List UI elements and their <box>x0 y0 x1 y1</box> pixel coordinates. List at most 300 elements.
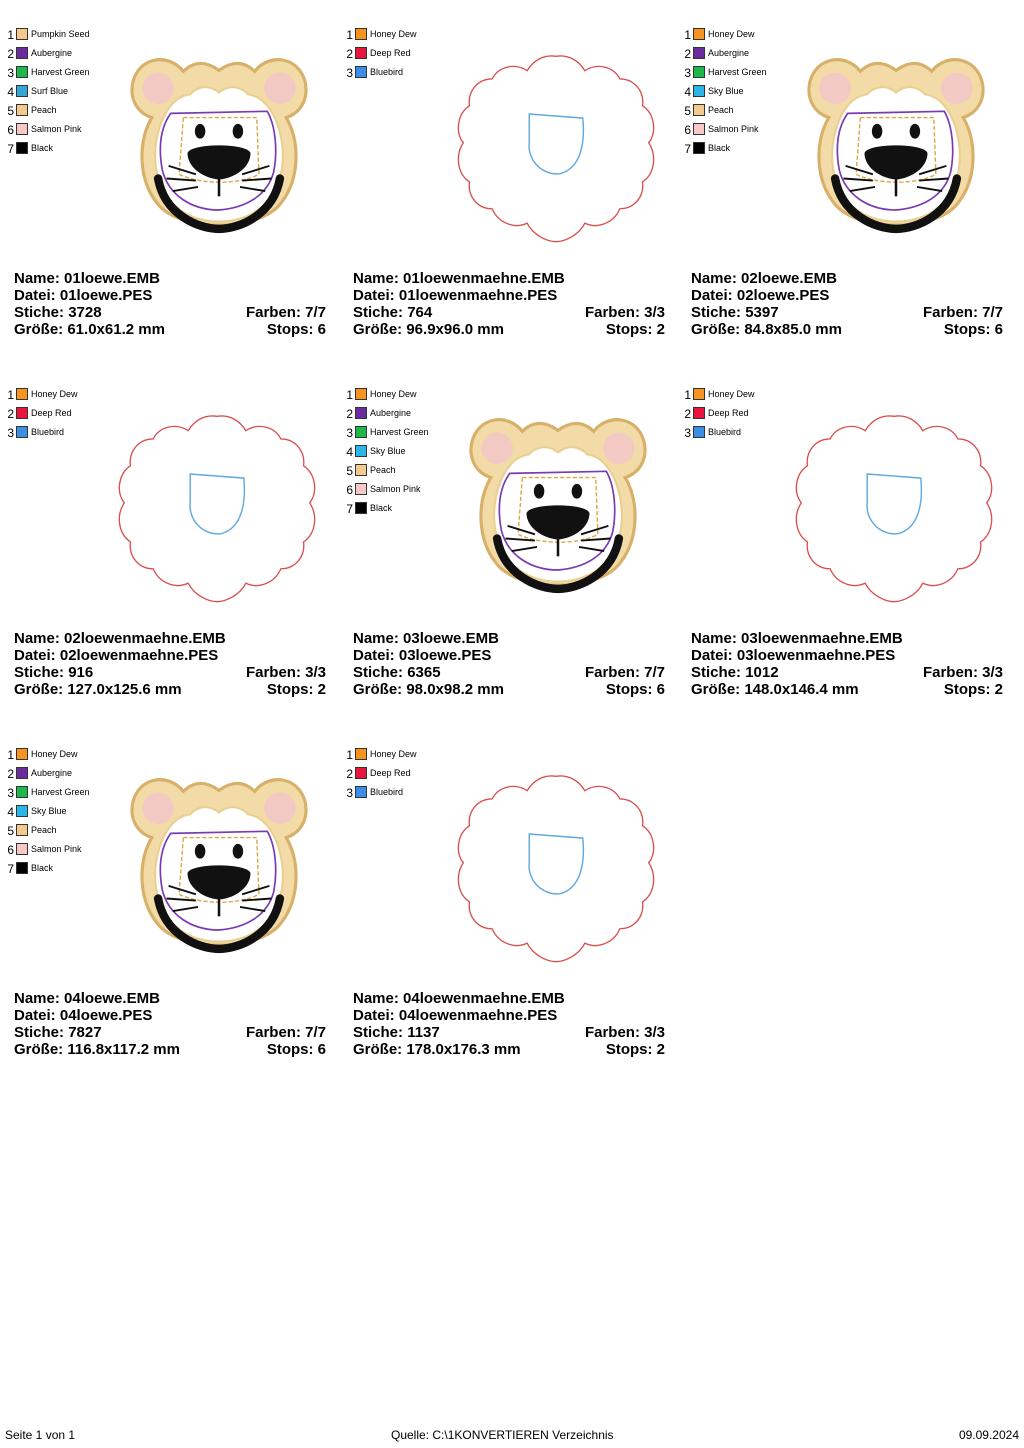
lion-mane-embroidery <box>453 766 659 972</box>
thread-swatch <box>355 786 367 798</box>
thread-name: Honey Dew <box>31 749 78 759</box>
thread-swatch <box>693 388 705 400</box>
thread-swatch <box>355 748 367 760</box>
thread-color-list <box>344 386 464 519</box>
thread-name: Bluebird <box>31 427 65 437</box>
design-name: 02loewenmaehne.EMB <box>64 630 226 647</box>
thread-number: 3 <box>346 786 353 800</box>
design-name: 03loewenmaehne.EMB <box>741 630 903 647</box>
design-name: 04loewe.EMB <box>64 990 160 1007</box>
right-eye <box>910 124 921 139</box>
stops-label: Stops: <box>605 1041 653 1058</box>
lion-mane-embroidery <box>453 46 659 252</box>
thread-color-row <box>5 746 125 765</box>
thread-number: 1 <box>346 748 353 762</box>
design-preview <box>791 42 1001 252</box>
thread-number: 7 <box>346 502 353 516</box>
thread-number: 3 <box>7 426 14 440</box>
thread-color-row <box>682 26 802 45</box>
thread-color-row <box>5 841 125 860</box>
thread-swatch <box>693 104 705 116</box>
size-label: Größe: <box>691 681 741 698</box>
design-info <box>353 270 665 338</box>
design-info <box>14 990 326 1058</box>
lion-mane-embroidery <box>791 406 997 612</box>
thread-color-list <box>5 746 125 879</box>
thread-color-list <box>344 746 464 803</box>
design-stops <box>606 321 665 338</box>
thread-color-row <box>5 424 125 443</box>
thread-color-row <box>344 746 464 765</box>
thread-swatch <box>693 47 705 59</box>
design-stitches-line <box>691 664 1003 681</box>
design-name-line <box>353 630 665 647</box>
thread-color-list <box>5 386 125 443</box>
design-name-line <box>14 270 326 287</box>
design-card <box>7 382 326 722</box>
thread-number: 4 <box>7 85 14 99</box>
right-ear-pink <box>941 72 973 104</box>
design-colors <box>923 664 1003 681</box>
thread-number: 4 <box>684 85 691 99</box>
design-stitches-line <box>353 304 665 321</box>
stops-value: 2 <box>656 1041 665 1058</box>
name-label: Name: <box>14 990 60 1007</box>
thread-color-row <box>344 64 464 83</box>
colors-label: Farben: <box>245 1024 301 1041</box>
design-file-line <box>353 647 665 664</box>
colors-value: 7/7 <box>982 304 1003 321</box>
design-preview <box>453 46 659 252</box>
right-eye <box>233 844 244 859</box>
thread-swatch <box>693 142 705 154</box>
design-file-line <box>353 1007 665 1024</box>
thread-swatch <box>355 426 367 438</box>
design-stitches-line <box>14 304 326 321</box>
name-label: Name: <box>691 270 737 287</box>
thread-name: Salmon Pink <box>31 124 82 134</box>
design-preview <box>453 402 663 612</box>
thread-number: 2 <box>7 47 14 61</box>
thread-number: 7 <box>7 142 14 156</box>
left-eye <box>195 124 206 139</box>
stops-value: 2 <box>994 681 1003 698</box>
thread-color-row <box>5 405 125 424</box>
file-label: Datei: <box>691 287 733 304</box>
thread-color-row <box>344 481 464 500</box>
thread-name: Honey Dew <box>370 749 417 759</box>
thread-number: 6 <box>7 123 14 137</box>
colors-value: 7/7 <box>644 664 665 681</box>
stitches-label: Stiche: <box>14 664 65 681</box>
thread-name: Salmon Pink <box>31 844 82 854</box>
design-size-line <box>353 321 665 338</box>
thread-name: Honey Dew <box>708 29 755 39</box>
thread-swatch <box>693 407 705 419</box>
thread-number: 1 <box>684 388 691 402</box>
design-card <box>346 22 665 362</box>
colors-value: 3/3 <box>644 304 665 321</box>
thread-color-row <box>5 64 125 83</box>
design-size-line <box>353 681 665 698</box>
design-card <box>684 382 1003 722</box>
thread-color-row <box>5 45 125 64</box>
design-file: 04loewe.PES <box>59 1007 153 1024</box>
design-file-line <box>353 287 665 304</box>
name-label: Name: <box>353 990 399 1007</box>
design-stitches: 1137 <box>407 1024 440 1041</box>
thread-swatch <box>355 407 367 419</box>
colors-label: Farben: <box>245 664 301 681</box>
thread-swatch <box>16 805 28 817</box>
design-info <box>691 270 1003 338</box>
thread-swatch <box>355 66 367 78</box>
thread-name: Sky Blue <box>370 446 406 456</box>
design-stitches-line <box>353 664 665 681</box>
thread-name: Peach <box>31 105 57 115</box>
stops-value: 2 <box>656 321 665 338</box>
thread-name: Black <box>370 503 393 513</box>
design-name-line <box>14 630 326 647</box>
colors-label: Farben: <box>922 664 978 681</box>
thread-number: 3 <box>346 66 353 80</box>
stops-label: Stops: <box>266 1041 314 1058</box>
design-size-line <box>691 321 1003 338</box>
thread-swatch <box>16 142 28 154</box>
thread-color-row <box>682 405 802 424</box>
file-label: Datei: <box>14 287 56 304</box>
size-label: Größe: <box>353 321 403 338</box>
file-label: Datei: <box>691 647 733 664</box>
thread-number: 2 <box>7 767 14 781</box>
thread-number: 1 <box>7 28 14 42</box>
thread-swatch <box>16 767 28 779</box>
thread-color-row <box>344 500 464 519</box>
thread-name: Peach <box>31 825 57 835</box>
size-label: Größe: <box>691 321 741 338</box>
name-label: Name: <box>691 630 737 647</box>
thread-swatch <box>16 123 28 135</box>
thread-number: 5 <box>7 824 14 838</box>
size-label: Größe: <box>14 1041 64 1058</box>
colors-value: 7/7 <box>305 1024 326 1041</box>
lion-mane-embroidery <box>114 406 320 612</box>
design-stitches: 7827 <box>68 1024 102 1041</box>
design-size-line <box>14 1041 326 1058</box>
thread-name: Aubergine <box>708 48 750 58</box>
colors-label: Farben: <box>245 304 301 321</box>
stops-label: Stops: <box>605 681 653 698</box>
thread-name: Bluebird <box>708 427 742 437</box>
file-label: Datei: <box>353 647 395 664</box>
stops-label: Stops: <box>605 321 653 338</box>
thread-color-list <box>344 26 464 83</box>
design-file: 02loewe.PES <box>736 287 830 304</box>
mane-outline-red <box>119 416 314 602</box>
thread-swatch <box>693 85 705 97</box>
design-stitches: 6365 <box>407 664 441 681</box>
design-info <box>14 270 326 338</box>
thread-name: Harvest Green <box>370 427 429 437</box>
thread-swatch <box>16 426 28 438</box>
thread-swatch <box>16 85 28 97</box>
design-colors <box>923 304 1003 321</box>
thread-number: 3 <box>346 426 353 440</box>
design-info <box>691 630 1003 698</box>
thread-color-row <box>682 45 802 64</box>
design-name-line <box>353 990 665 1007</box>
right-eye <box>233 124 244 139</box>
left-ear-pink <box>481 432 512 464</box>
design-size: 178.0x176.3 mm <box>406 1041 521 1058</box>
design-size: 96.9x96.0 mm <box>406 321 504 338</box>
thread-number: 4 <box>346 445 353 459</box>
design-stops <box>606 1041 665 1058</box>
thread-swatch <box>693 426 705 438</box>
thread-name: Deep Red <box>708 408 749 418</box>
thread-number: 7 <box>684 142 691 156</box>
design-name-line <box>691 630 1003 647</box>
design-colors <box>246 1024 326 1041</box>
design-size: 61.0x61.2 mm <box>67 321 165 338</box>
design-stitches: 916 <box>68 664 94 681</box>
stops-label: Stops: <box>943 681 991 698</box>
name-label: Name: <box>14 270 60 287</box>
thread-swatch <box>16 843 28 855</box>
thread-number: 3 <box>684 66 691 80</box>
thread-color-row <box>5 386 125 405</box>
thread-number: 1 <box>684 28 691 42</box>
thread-number: 1 <box>346 28 353 42</box>
design-stops <box>944 321 1003 338</box>
thread-swatch <box>16 824 28 836</box>
mane-outline-red <box>458 776 653 962</box>
design-size-line <box>14 321 326 338</box>
name-label: Name: <box>353 630 399 647</box>
thread-number: 4 <box>7 805 14 819</box>
thread-swatch <box>16 748 28 760</box>
design-name: 04loewenmaehne.EMB <box>403 990 565 1007</box>
colors-label: Farben: <box>922 304 978 321</box>
thread-swatch <box>355 464 367 476</box>
design-file: 01loewenmaehne.PES <box>398 287 558 304</box>
thread-color-row <box>5 822 125 841</box>
thread-number: 6 <box>7 843 14 857</box>
left-eye <box>195 844 206 859</box>
thread-number: 6 <box>684 123 691 137</box>
thread-number: 1 <box>7 388 14 402</box>
thread-name: Honey Dew <box>370 389 417 399</box>
thread-name: Pumpkin Seed <box>31 29 90 39</box>
design-file: 03loewe.PES <box>398 647 492 664</box>
thread-swatch <box>693 123 705 135</box>
thread-swatch <box>355 47 367 59</box>
design-info <box>353 630 665 698</box>
colors-label: Farben: <box>584 664 640 681</box>
thread-name: Black <box>708 143 731 153</box>
design-card <box>346 382 665 722</box>
thread-name: Harvest Green <box>31 787 90 797</box>
stitches-label: Stiche: <box>353 664 404 681</box>
thread-number: 2 <box>684 47 691 61</box>
design-size-line <box>353 1041 665 1058</box>
left-eye <box>872 124 883 139</box>
thread-color-row <box>5 121 125 140</box>
thread-color-row <box>5 102 125 121</box>
thread-color-row <box>5 140 125 159</box>
lion-face-embroidery <box>453 402 663 612</box>
thread-swatch <box>355 445 367 457</box>
design-colors <box>246 304 326 321</box>
thread-swatch <box>16 407 28 419</box>
thread-number: 3 <box>684 426 691 440</box>
thread-color-row <box>344 26 464 45</box>
stitches-label: Stiche: <box>14 304 65 321</box>
design-card <box>684 22 1003 362</box>
colors-value: 3/3 <box>644 1024 665 1041</box>
thread-swatch <box>16 47 28 59</box>
size-label: Größe: <box>353 681 403 698</box>
thread-number: 3 <box>7 66 14 80</box>
thread-number: 5 <box>7 104 14 118</box>
design-size: 127.0x125.6 mm <box>67 681 182 698</box>
thread-name: Deep Red <box>370 48 411 58</box>
mane-outline-red <box>796 416 991 602</box>
stops-label: Stops: <box>266 321 314 338</box>
stitches-label: Stiche: <box>353 304 404 321</box>
thread-name: Aubergine <box>31 48 73 58</box>
design-stitches: 764 <box>407 304 433 321</box>
size-label: Größe: <box>353 1041 403 1058</box>
thread-number: 2 <box>346 407 353 421</box>
thread-swatch <box>16 66 28 78</box>
size-label: Größe: <box>14 681 64 698</box>
design-stitches-line <box>691 304 1003 321</box>
thread-name: Peach <box>370 465 396 475</box>
thread-color-row <box>5 765 125 784</box>
design-name-line <box>353 270 665 287</box>
design-name: 01loewenmaehne.EMB <box>403 270 565 287</box>
stitches-label: Stiche: <box>14 1024 65 1041</box>
stitches-label: Stiche: <box>691 304 742 321</box>
design-file: 01loewe.PES <box>59 287 153 304</box>
left-ear-pink <box>142 792 174 824</box>
thread-swatch <box>16 786 28 798</box>
design-file-line <box>691 647 1003 664</box>
right-ear-pink <box>264 792 296 824</box>
thread-name: Harvest Green <box>31 67 90 77</box>
design-preview <box>453 766 659 972</box>
design-preview <box>114 762 324 972</box>
stops-label: Stops: <box>943 321 991 338</box>
thread-color-row <box>344 765 464 784</box>
thread-number: 1 <box>346 388 353 402</box>
design-stitches-line <box>353 1024 665 1041</box>
source-path: Quelle: C:\1KONVERTIEREN Verzeichnis <box>391 1428 614 1442</box>
design-file: 04loewenmaehne.PES <box>398 1007 558 1024</box>
colors-label: Farben: <box>584 1024 640 1041</box>
design-name-line <box>691 270 1003 287</box>
file-label: Datei: <box>14 1007 56 1024</box>
thread-color-row <box>5 83 125 102</box>
thread-color-row <box>344 443 464 462</box>
thread-number: 1 <box>7 748 14 762</box>
design-info <box>353 990 665 1058</box>
stops-value: 2 <box>317 681 326 698</box>
thread-color-row <box>682 102 802 121</box>
design-name: 01loewe.EMB <box>64 270 160 287</box>
design-colors <box>585 1024 665 1041</box>
design-stitches: 3728 <box>68 304 102 321</box>
print-date: 09.09.2024 <box>958 1428 1019 1442</box>
name-label: Name: <box>353 270 399 287</box>
thread-number: 2 <box>346 47 353 61</box>
thread-swatch <box>693 66 705 78</box>
thread-name: Deep Red <box>370 768 411 778</box>
thread-swatch <box>355 388 367 400</box>
thread-number: 5 <box>346 464 353 478</box>
design-card <box>346 742 665 1082</box>
design-stops <box>267 1041 326 1058</box>
design-preview <box>791 406 997 612</box>
design-size-line <box>14 681 326 698</box>
design-file-line <box>14 1007 326 1024</box>
left-ear-pink <box>819 72 851 104</box>
design-name: 03loewe.EMB <box>403 630 499 647</box>
thread-color-row <box>344 386 464 405</box>
thread-number: 2 <box>346 767 353 781</box>
thread-swatch <box>355 28 367 40</box>
design-size: 116.8x117.2 mm <box>67 1041 180 1058</box>
thread-name: Salmon Pink <box>370 484 421 494</box>
design-file-line <box>691 287 1003 304</box>
design-info <box>14 630 326 698</box>
design-preview <box>114 406 320 612</box>
design-stitches-line <box>14 1024 326 1041</box>
thread-color-row <box>344 462 464 481</box>
file-label: Datei: <box>14 647 56 664</box>
design-stops <box>944 681 1003 698</box>
lion-face-embroidery <box>114 42 324 252</box>
thread-name: Deep Red <box>31 408 72 418</box>
design-stitches-line <box>14 664 326 681</box>
design-stitches: 5397 <box>745 304 779 321</box>
colors-value: 3/3 <box>305 664 326 681</box>
thread-color-row <box>682 83 802 102</box>
thread-swatch <box>16 388 28 400</box>
stops-value: 6 <box>656 681 665 698</box>
design-colors <box>246 664 326 681</box>
thread-name: Black <box>31 143 54 153</box>
design-file-line <box>14 287 326 304</box>
mane-outline-red <box>458 56 653 242</box>
thread-color-list <box>682 26 802 159</box>
thread-name: Peach <box>708 105 734 115</box>
thread-color-row <box>344 424 464 443</box>
thread-name: Bluebird <box>370 67 404 77</box>
stitches-label: Stiche: <box>353 1024 404 1041</box>
design-file: 03loewenmaehne.PES <box>736 647 896 664</box>
thread-color-row <box>682 386 802 405</box>
right-ear-pink <box>264 72 296 104</box>
right-eye <box>572 484 583 499</box>
thread-name: Bluebird <box>370 787 404 797</box>
design-name: 02loewe.EMB <box>741 270 837 287</box>
design-stops <box>267 321 326 338</box>
thread-name: Harvest Green <box>708 67 767 77</box>
thread-number: 2 <box>7 407 14 421</box>
thread-number: 3 <box>7 786 14 800</box>
